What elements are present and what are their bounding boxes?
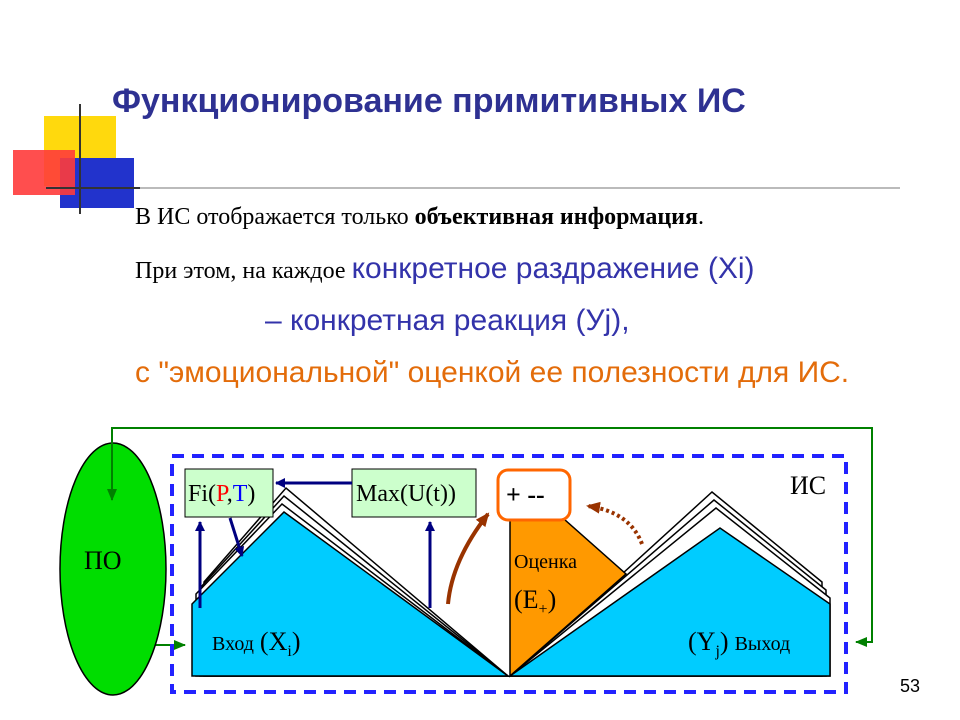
line2-highlight: конкретное раздражение (Xi) xyxy=(351,252,755,285)
statement-line-4: с "эмоциональной" оценкой ее полезности для ИС. xyxy=(135,356,850,389)
reward-arrow xyxy=(448,514,488,604)
statement-line-3: – конкретная реакция (Уj), xyxy=(265,304,630,337)
evaluation-word: Оценка xyxy=(514,551,578,573)
line2-prefix: При этом, на каждое xyxy=(135,258,352,284)
page-number: 53 xyxy=(900,676,921,696)
slide-title: Функционирование примитивных ИС xyxy=(112,82,746,120)
input-label: Вход $(X_i)$ xyxy=(212,627,301,660)
max-label: Max(U(t)) xyxy=(356,481,456,507)
po-label: ПО xyxy=(84,546,122,575)
evaluation-var: $(E_+)$ xyxy=(514,585,557,618)
output-label: $(Y_j)$ Выход xyxy=(688,627,791,660)
sign-label: + -- xyxy=(506,480,545,509)
line1-suffix: . xyxy=(698,204,704,230)
line1-bold: объективная информация xyxy=(414,204,698,230)
evaluation-feedback-arrow xyxy=(588,506,642,544)
line1-prefix: В ИС отображается только xyxy=(135,204,415,230)
fi-label: Fi(P,T) xyxy=(188,481,256,507)
is-label: ИС xyxy=(790,471,827,500)
